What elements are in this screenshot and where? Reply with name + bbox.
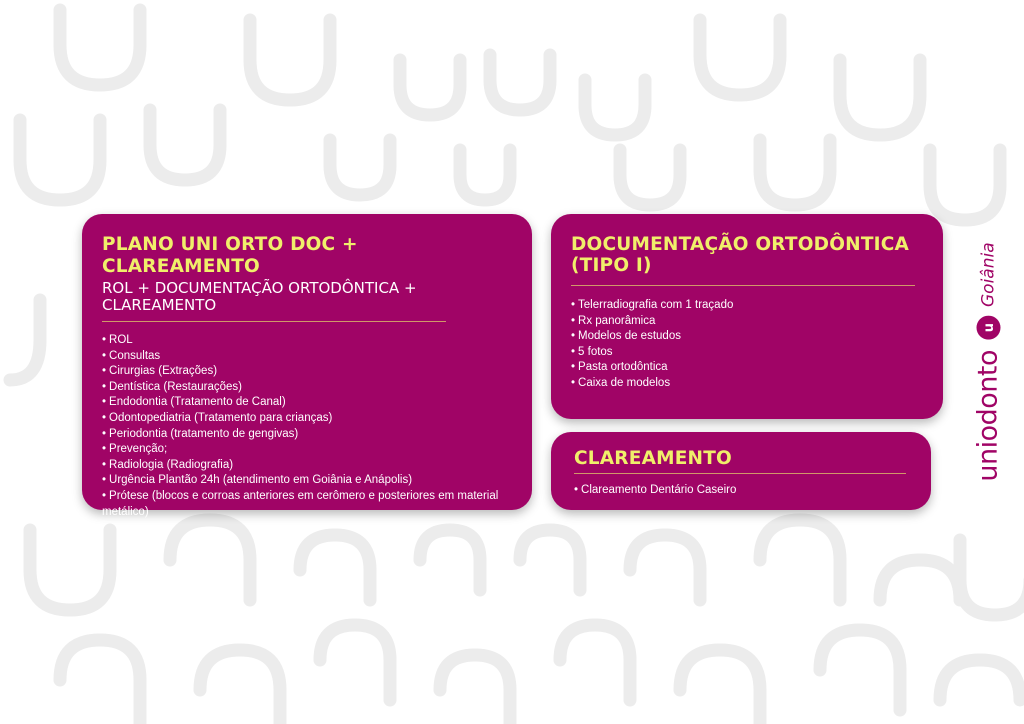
- list-item: • Urgência Plantão 24h (atendimento em Goiânia e Anápolis): [102, 474, 413, 487]
- list-item: • Clareamento Dentário Caseiro: [574, 484, 737, 496]
- whitening-divider: [574, 473, 906, 474]
- plan-items-list: [102, 333, 512, 520]
- whitening-items-list: [574, 483, 909, 499]
- list-item: • Cirurgias (Extrações): [102, 365, 218, 378]
- list-item: • Rx panorâmica: [571, 314, 656, 327]
- list-item: • Prevenção;: [102, 443, 168, 456]
- plan-card: [82, 214, 532, 518]
- list-item: • ROL: [102, 334, 133, 346]
- list-item: • Prótese (blocos e corroas anteriores em cerômero e posteriores em material metálico): [102, 489, 499, 518]
- list-item: • Odontopediatria (Tratamento para crianças): [102, 411, 333, 424]
- list-item: • Consultas: [102, 349, 161, 362]
- brand-name: uniodonto: [972, 350, 1004, 482]
- list-item: • Modelos de estudos: [571, 330, 681, 343]
- svg-text:u: u: [981, 323, 997, 333]
- documentation-items-list: [571, 298, 923, 392]
- list-item: • 5 fotos: [571, 345, 613, 358]
- list-item: • Dentística (Restaurações): [102, 380, 242, 393]
- plan-title: PLANO UNI ORTO DOC + CLAREAMENTO: [102, 234, 358, 277]
- plan-subtitle: ROL + DOCUMENTAÇÃO ORTODÔNTICA + CLAREAMENTO: [102, 279, 417, 314]
- brand-logo: [973, 242, 1004, 481]
- whitening-title: CLAREAMENTO: [574, 448, 732, 469]
- list-item: • Periodontia (tratamento de gengivas): [102, 427, 299, 440]
- plan-divider: [102, 321, 446, 322]
- documentation-title: DOCUMENTAÇÃO ORTODÔNTICA (TIPO I): [571, 234, 910, 276]
- list-item: • Caixa de modelos: [571, 376, 671, 389]
- list-item: • Pasta ortodôntica: [571, 361, 668, 374]
- documentation-card: [551, 214, 943, 419]
- list-item: • Endodontia (Tratamento de Canal): [102, 396, 286, 409]
- documentation-divider: [571, 285, 915, 286]
- list-item: • Telerradiografia com 1 traçado: [571, 299, 734, 311]
- uniodonto-logo-icon: [976, 316, 1000, 340]
- whitening-card: [551, 432, 931, 510]
- list-item: • Radiologia (Radiografia): [102, 458, 234, 471]
- brand-city: Goiânia: [978, 242, 998, 308]
